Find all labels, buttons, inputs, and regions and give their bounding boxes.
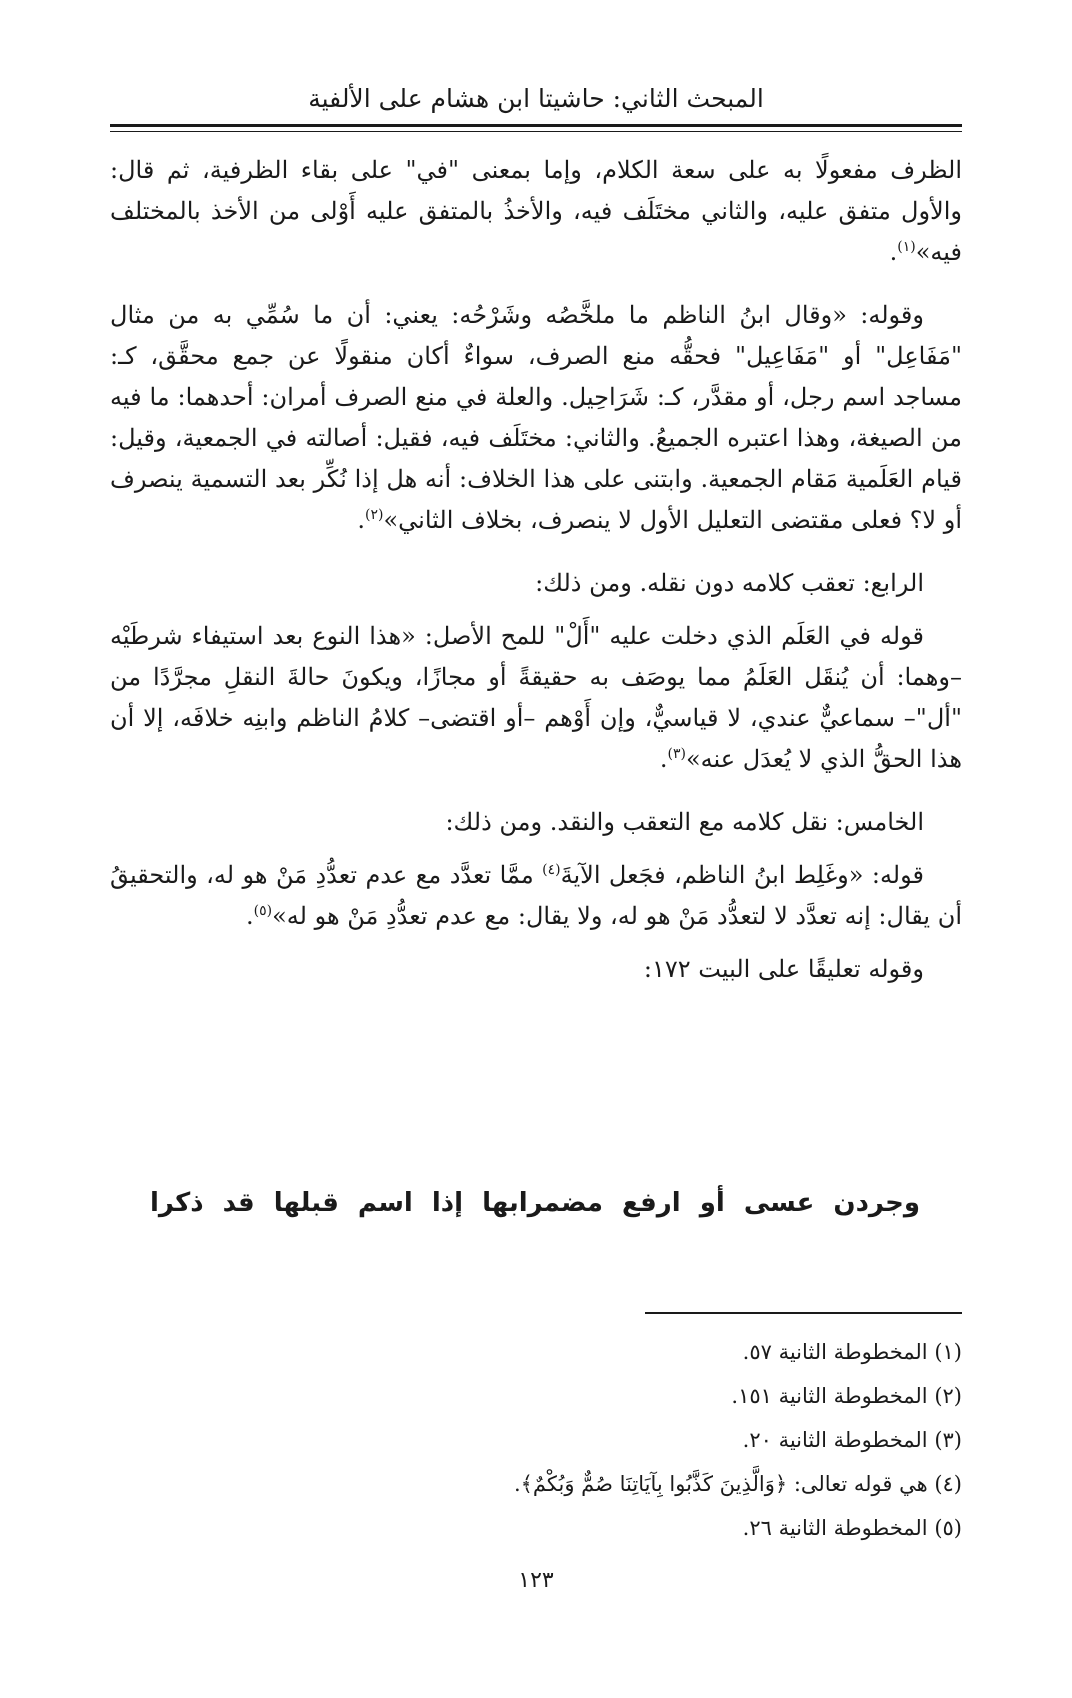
verse-second-hemistich: بها إذا اسم قبلها قد ذكرا <box>150 1188 519 1218</box>
footnote-ref-4[interactable]: (٤) <box>542 862 561 878</box>
body-text <box>110 150 962 1012</box>
paragraph-3: الرابع: تعقب كلامه دون نقله. ومن ذلك: <box>535 569 924 597</box>
footnote-4: (٤) هي قوله تعالى: ﴿وَالَّذِينَ كَذَّبُوا بِآيَاتِنَا صُمٌّ وَبُكْمٌ﴾. <box>513 1472 962 1496</box>
footnote-separator <box>645 1312 962 1314</box>
paragraph-1: الظرف مفعولًا به على سعة الكلام، وإما بمعنى "في" على بقاء الظرفية، ثم قال: والأول متفق عليه، والثاني مختَلَف فيه، والأخذُ بالمتفق عليه أَوْلى من الأخذ بالمختلف فيه»$^{(١)}$. <box>110 156 962 266</box>
footnote-ref-1[interactable]: (١) <box>897 239 916 255</box>
paragraph-5: الخامس: نقل كلامه مع التعقب والنقد. ومن ذلك: <box>445 808 924 836</box>
page-number: ١٢٣ <box>518 1568 554 1593</box>
footnotes <box>110 1330 962 1550</box>
footnote-3: (٣) المخطوطة الثانية ٢٠. <box>742 1428 962 1452</box>
paragraph-4: قوله في العَلَم الذي دخلت عليه "أَلْ" للمح الأصل: «هذا النوع بعد استيفاء شرطَيْه –وهما: أن يُنقَل العَلَمُ مما يوصَف به حقيقةً أو مجازًا، ويكونَ حالةَ النقلِ مجرَّدًا من "أل"– سماعيٌّ عندي، لا قياسيٌّ، وإن أَوْهم –أو اقتضى– كلامُ الناظم وابنِه خلافَه، إلا أن هذا الحقُّ الذي لا يُعدَل عنه»$^{(٣)}$. <box>110 622 962 773</box>
paragraph-6: قوله: «وغَلِط ابنُ الناظم، فجَعل الآيةَ$^{(٤)}$ ممَّا تعدَّد مع عدم تعدُّدِ مَنْ هو له، والتحقيقُ أن يقال: إنه تعدَّد لا لتعدُّد مَنْ هو له، ولا يقال: مع عدم تعدُّدِ مَنْ هو له»$^{(٥)}$. <box>110 861 962 930</box>
footnote-5: (٥) المخطوطة الثانية ٢٦. <box>742 1516 962 1540</box>
running-header: المبحث الثاني: حاشيتا ابن هشام على الألفية <box>308 84 764 113</box>
paragraph-2: وقوله: «وقال ابنُ الناظم ما ملخَّصُه وشَرْحُه: يعني: أن ما سُمِّي به من مثال "مَفَاعِل" أو "مَفَاعِيل" فحقُّه منع الصرف، سواءٌ أكان منقولًا عن جمع محقَّق، كـ: مساجد اسم رجل، أو مقدَّر، كـ: شَرَاحِيل. والعلة في منع الصرف أمران: أحدهما: ما فيه من الصيغة، وهذا اعتبره الجميعُ. والثاني: مختَلَف فيه، فقيل: أصالته في الجمعية، وقيل: قيام العَلَمية مَقام الجمعية. وابتنى على هذا الخلاف: أنه هل إذا نُكِّر بعد التسمية ينصرف أو لا؟ فعلى مقتضى التعليل الأول لا ينصرف، بخلاف الثاني»$^{(٢)}$. <box>110 301 962 534</box>
footnote-ref-2[interactable]: (٢) <box>365 507 384 523</box>
footnote-ref-3[interactable]: (٣) <box>667 746 686 762</box>
footnote-ref-5[interactable]: (٥) <box>253 903 273 919</box>
footnote-1: (١) المخطوطة الثانية ٥٧. <box>742 1340 962 1364</box>
paragraph-7: وقوله تعليقًا على البيت ١٧٢: <box>643 955 924 983</box>
header-rule-thick <box>110 124 962 127</box>
verse-first-hemistich: وجردن عسى أو ارفع مضمرا <box>518 1188 920 1218</box>
header-rule-thin <box>110 131 962 132</box>
footnote-2: (٢) المخطوطة الثانية ١٥١. <box>731 1384 962 1408</box>
